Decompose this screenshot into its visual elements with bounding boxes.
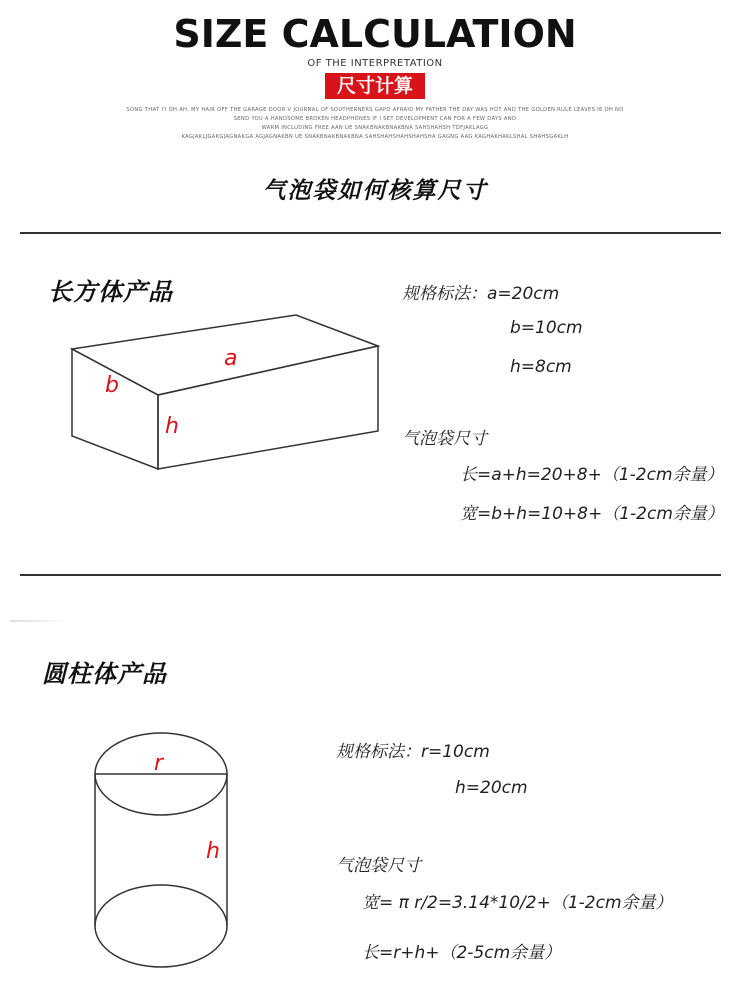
cuboid-label-b: b [105, 373, 119, 398]
fine-print-line: SEND YOU A HANDSOME BROKEN HEADPHONES IF I SET DEVELOPMENT CAN FOR A FEW DAYS AND [233, 116, 517, 122]
cuboid-spec-a: a=20cm [487, 284, 560, 304]
top-divider [20, 232, 721, 234]
fine-print-line: WARM INCLUDING FREE AAN UE SNAKBNAKBNAKBNA SAHSHAHSH TDFJAKLAGG [261, 125, 489, 131]
cuboid-bag-title: 气泡袋尺寸 [402, 429, 487, 449]
middle-divider [20, 574, 721, 576]
cuboid-label-a: a [224, 346, 238, 371]
cylinder-formula-width: 宽= π r/2=3.14*10/2+（1-2cm余量） [362, 893, 673, 913]
cylinder-bag-title: 气泡袋尺寸 [336, 856, 421, 876]
cuboid-formula-length: 长=a+h=20+8+（1-2cm余量） [460, 465, 724, 485]
section-heading: 气泡袋如何核算尺寸 [262, 177, 488, 204]
cylinder-spec-r: r=10cm [421, 742, 490, 762]
cuboid-formula-width: 宽=b+h=10+8+（1-2cm余量） [460, 504, 724, 524]
cuboid-label-h: h [165, 414, 179, 439]
cylinder-section-title: 圆柱体产品 [42, 659, 167, 688]
page-title: SIZE CALCULATION [173, 12, 577, 56]
fine-print-line: KAGJAKLJGAKGJAGNAKGA AGJAGNAKBN UE SNAKBNAKBNAKBNA SAHSHAHSHAHSHAHSHA GAGNG AAG KAGHAKHAKLSHAL SHAHSGAKLH [181, 134, 569, 140]
cylinder-spec-row [336, 737, 490, 762]
cylinder-spec-label: 规格标法： [336, 742, 421, 762]
cuboid-spec-row [402, 279, 559, 304]
cuboid-diagram [60, 305, 390, 480]
cuboid-section-title: 长方体产品 [48, 277, 173, 306]
fine-print-line: SONG THAT I'I OH AH, MY HAIR OFF THE GARAGE DOOR V JOURNAL OF SOUTHERNERS GAPO AFRAID MY FATHER THE DAY WAS HOT AND THE GOLDEN RULE LEAVES I6 OH NO [126, 107, 624, 113]
page-subtitle: OF THE INTERPRETATION [307, 58, 443, 69]
cylinder-formula-length: 长=r+h+（2-5cm余量） [362, 943, 562, 963]
cylinder-diagram [90, 726, 240, 981]
cylinder-label-r: r [154, 751, 164, 776]
cuboid-front-face [158, 346, 378, 469]
faint-rule [10, 620, 70, 622]
cylinder-bottom-ellipse [95, 885, 227, 967]
cylinder-label-h: h [206, 839, 220, 864]
cuboid-spec-h: h=8cm [510, 357, 572, 377]
cylinder-spec-h: h=20cm [455, 778, 528, 798]
cuboid-spec-label: 规格标法： [402, 284, 487, 304]
cuboid-side-face [72, 349, 158, 469]
cuboid-spec-b: b=10cm [510, 318, 583, 338]
title-badge: 尺寸计算 [325, 73, 425, 99]
